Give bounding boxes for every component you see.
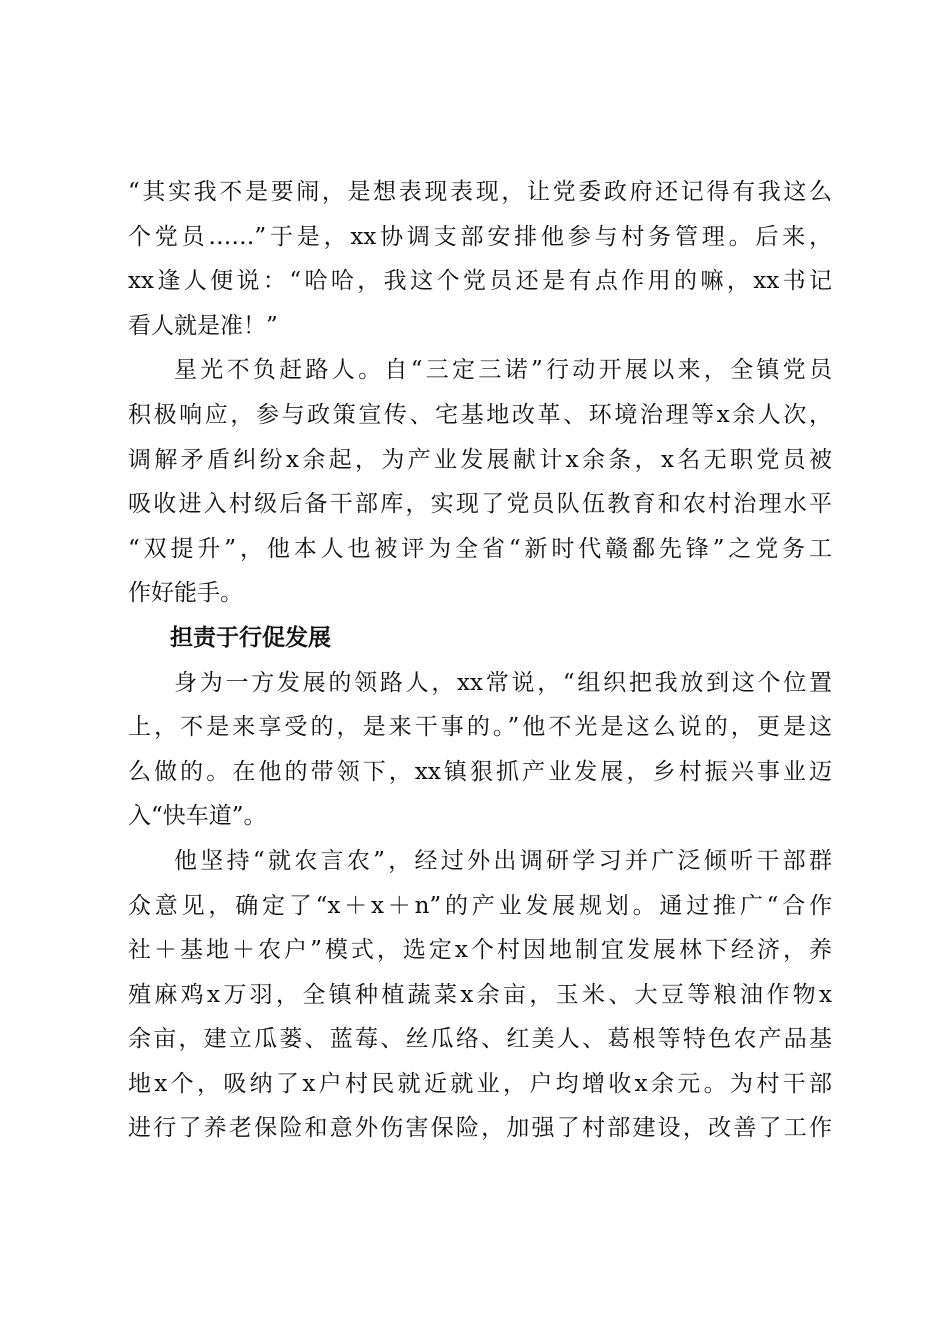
text-line: 积极响应，参与政策宣传、宅基地改革、环境治理等x余人次， [128,401,832,428]
text-line: 众意见，确定了“x＋x＋n”的产业发展规划。通过推广“合作 [128,892,832,919]
text-line: “其实我不是要闹，是想表现表现，让党委政府还记得有我这么 [128,179,832,205]
paragraph [128,661,832,839]
text-line: 入“快车道”。 [128,803,267,830]
text-line: 作好能手。 [128,580,243,607]
text-line: 社＋基地＋农户”模式，选定x个村因地制宜发展林下经济，养 [128,937,832,964]
text-line: 看人就是准！” [128,312,278,339]
document-page [128,170,832,1151]
text-line: 担责于行促发展 [170,623,331,651]
text-line: 他坚持“就农言农”，经过外出调研学习并广泛倾听干部群 [174,847,832,874]
text-line: 么做的。在他的带领下，xx镇狠抓产业发展，乡村振兴事业迈 [128,758,832,785]
text-line: 星光不负赶路人。自“三定三诺”行动开展以来，全镇党员 [174,357,832,384]
text-line: 调解矛盾纠纷x余起，为产业发展献计x余条，x名无职党员被 [128,446,832,473]
paragraph [128,348,832,616]
text-line: 地x个，吸纳了x户村民就近就业，户均增收x余元。为村干部 [128,1070,832,1097]
text-line: xx逢人便说：“哈哈，我这个党员还是有点作用的嘛，xx书记 [128,268,832,295]
text-line: 身为一方发展的领路人，xx常说，“组织把我放到这个位置 [174,669,832,696]
section-heading [128,616,832,661]
paragraph [128,170,832,348]
text-line: 余亩，建立瓜蒌、蓝莓、丝瓜络、红美人、葛根等特色农产品基 [128,1026,832,1053]
text-line: “双提升”，他本人也被评为全省“新时代赣鄱先锋”之党务工 [128,535,832,562]
text-line: 上，不是来享受的，是来干事的。”他不光是这么说的，更是这 [128,714,832,741]
text-line: 殖麻鸡x万羽，全镇种植蔬菜x余亩，玉米、大豆等粮油作物x [128,981,832,1008]
text-line: 个党员……”于是，xx协调支部安排他参与村务管理。后来， [128,223,832,250]
paragraph [128,839,832,1151]
text-line: 进行了养老保险和意外伤害保险，加强了村部建设，改善了工作 [128,1115,832,1142]
text-line: 吸收进入村级后备干部库，实现了党员队伍教育和农村治理水平 [128,491,832,518]
